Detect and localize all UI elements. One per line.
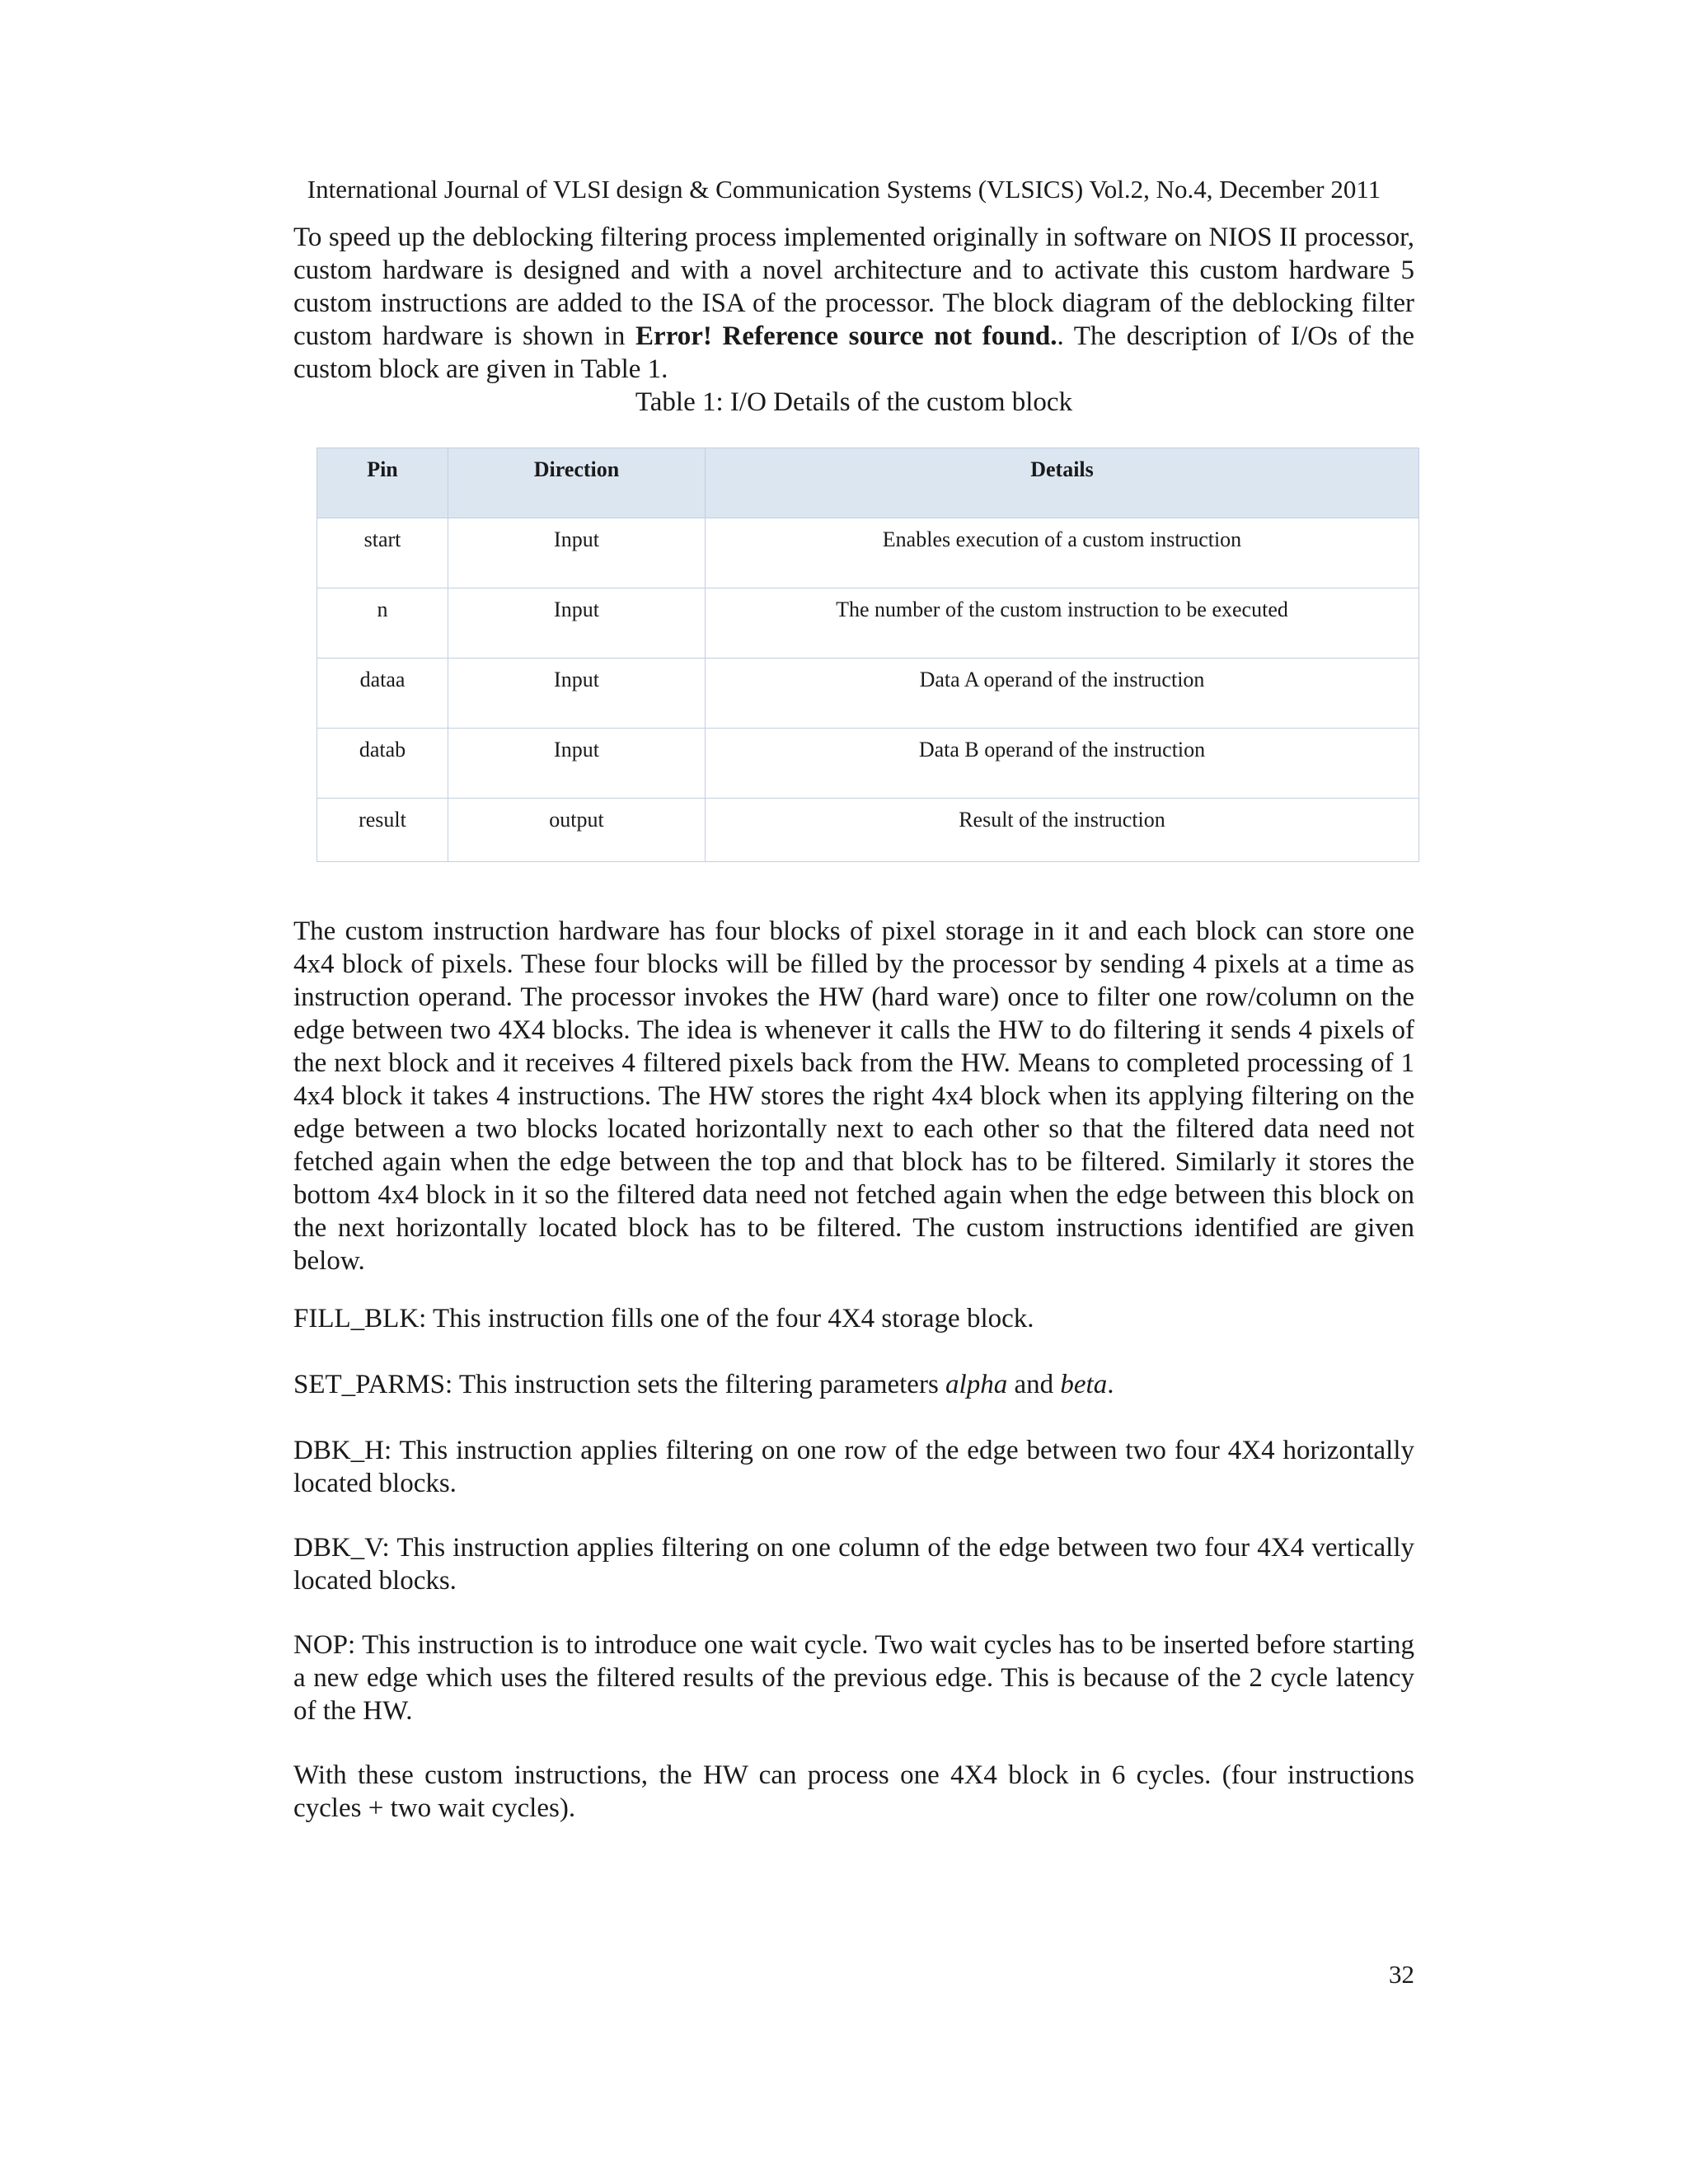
table-row xyxy=(317,799,1419,862)
table-caption: Table 1: I/O Details of the custom block xyxy=(635,387,1073,417)
alpha-term: alpha xyxy=(945,1370,1008,1399)
table-row xyxy=(317,729,1419,799)
cell-direction: Input xyxy=(448,729,706,799)
table-row xyxy=(317,518,1419,588)
period: . xyxy=(1107,1370,1114,1399)
cell-details: Data A operand of the instruction xyxy=(706,658,1419,729)
cell-pin: datab xyxy=(317,729,448,799)
cell-direction: Input xyxy=(448,588,706,658)
body-paragraph-storage: The custom instruction hardware has four blocks of pixel storage in it and each block can store one 4x4 block of pixels. These four blocks will be filled by the processor by sending 4 pixels at a time as instruction operand. The processor invokes the HW (hard ware) once to filter one row/column on the edge between two 4X4 blocks. The idea is whenever it calls the HW to do filtering it sends 4 pixels of the next block and it receives 4 filtered pixels back from the HW. Means to completed processing of 1 4x4 block it takes 4 instructions. The HW stores the right 4x4 block when its applying filtering on the edge between a two blocks located horizontally next to each other so that the filtered data need not fetched again when the edge between the top and that block has to be filtered. Similarly it stores the bottom 4x4 block in it so the filtered data need not fetched again when the edge between this block on the next horizontally located block has to be filtered. The custom instructions identified are given below. xyxy=(293,916,1414,1276)
cell-direction: output xyxy=(448,799,706,862)
running-header: International Journal of VLSI design & Communication Systems (VLSICS) Vol.2, No.4, December 2011 xyxy=(307,175,1381,204)
table-row xyxy=(317,588,1419,658)
set-parms-text: SET_PARMS: This instruction sets the filtering parameters xyxy=(293,1370,946,1399)
io-details-table xyxy=(316,448,1419,862)
instruction-dbk-h: DBK_H: This instruction applies filtering on one row of the edge between two four 4X4 horizontally located blocks. xyxy=(293,1436,1414,1498)
closing-paragraph: With these custom instructions, the HW can process one 4X4 block in 6 cycles. (four instructions cycles + two wait cycles). xyxy=(293,1760,1414,1823)
instruction-dbk-v: DBK_V: This instruction applies filtering on one column of the edge between two four 4X4 vertically located blocks. xyxy=(293,1533,1414,1596)
reference-error: Error! Reference source not found. xyxy=(635,321,1057,351)
cell-details: Result of the instruction xyxy=(706,799,1419,862)
cell-pin: result xyxy=(317,799,448,862)
col-header-pin: Pin xyxy=(317,448,448,518)
instruction-nop: NOP: This instruction is to introduce one wait cycle. Two wait cycles has to be inserted before starting a new edge which uses the filtered results of the previous edge. This is because of the 2 cycle latency of the HW. xyxy=(293,1630,1414,1726)
and-text: and xyxy=(1007,1370,1061,1399)
intro-text-end: . The description of I/Os of the custom block are given in Table 1. xyxy=(293,321,1414,384)
intro-text: To speed up the deblocking filtering process implemented originally in software on NIOS II processor, custom hardware is designed and with a novel architecture and to activate this custom hardware 5 custom instructions are added to the ISA of the processor. The block diagram of the deblocking filter custom hardware is shown in xyxy=(293,223,1414,351)
col-header-details: Details xyxy=(706,448,1419,518)
page-number: 32 xyxy=(1389,1960,1414,1989)
cell-direction: Input xyxy=(448,658,706,729)
cell-details: The number of the custom instruction to be executed xyxy=(706,588,1419,658)
col-header-direction: Direction xyxy=(448,448,706,518)
intro-paragraph xyxy=(293,221,1414,386)
cell-pin: start xyxy=(317,518,448,588)
table-header-row xyxy=(317,448,1419,518)
cell-details: Data B operand of the instruction xyxy=(706,729,1419,799)
cell-details: Enables execution of a custom instruction xyxy=(706,518,1419,588)
beta-term: beta xyxy=(1060,1370,1108,1399)
instruction-fill-blk: FILL_BLK: This instruction fills one of the four 4X4 storage block. xyxy=(293,1304,1034,1333)
cell-direction: Input xyxy=(448,518,706,588)
cell-pin: n xyxy=(317,588,448,658)
page-content xyxy=(293,221,1414,1825)
instruction-set-parms xyxy=(293,1368,1414,1401)
cell-pin: dataa xyxy=(317,658,448,729)
table-row xyxy=(317,658,1419,729)
